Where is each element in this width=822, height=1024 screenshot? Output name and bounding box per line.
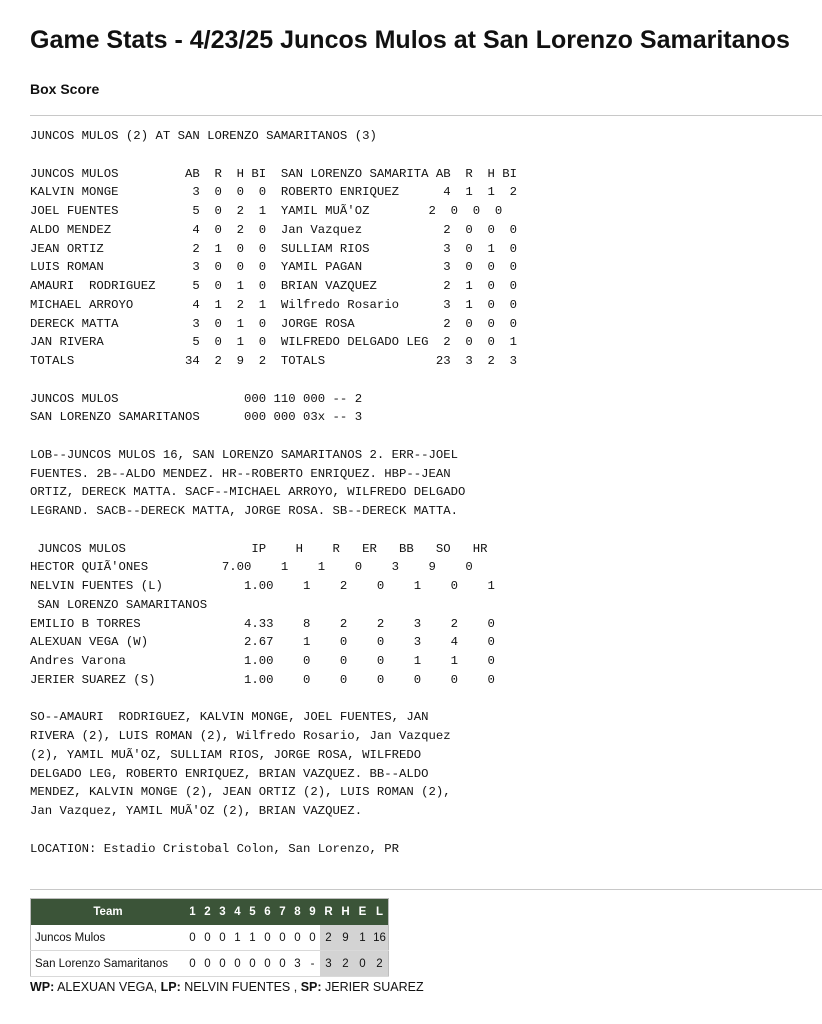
box-score-line: FUENTES. 2B--ALDO MENDEZ. HR--ROBERTO ENRIQUEZ. HBP--JEAN (30, 466, 451, 481)
box-score-line: MENDEZ, KALVIN MONGE (2), JEAN ORTIZ (2), LUIS ROMAN (2), (30, 785, 451, 800)
linescore-total-cell: 2 (371, 951, 389, 977)
box-score-line: JEAN ORTIZ 2 1 0 0 SULLIAM RIOS 3 0 1 0 (30, 241, 518, 256)
linescore-header-row (31, 899, 389, 926)
box-score-line: JUNCOS MULOS (2) AT SAN LORENZO SAMARITANOS (3) (30, 129, 377, 143)
box-score-line: SAN LORENZO SAMARITANOS (30, 597, 208, 612)
linescore-header-cell: L (371, 899, 389, 926)
box-score-line: MICHAEL ARROYO 4 1 2 1 Wilfredo Rosario 3 1 0 0 (30, 297, 518, 312)
linescore-inning-cell: 0 (215, 925, 230, 951)
linescore-inning-cell: 0 (275, 925, 290, 951)
linescore-header-cell: 7 (275, 899, 290, 926)
linescore-header-cell: E (354, 899, 371, 926)
linescore-inning-cell: 0 (200, 951, 215, 977)
linescore-header-cell: 1 (185, 899, 200, 926)
linescore-header-cell: 5 (245, 899, 260, 926)
page-title: Game Stats - 4/23/25 Juncos Mulos at San Lorenzo Samaritanos (30, 26, 790, 54)
linescore-inning-cell: 0 (275, 951, 290, 977)
top-divider (30, 115, 822, 116)
linescore-header-cell: 4 (230, 899, 245, 926)
box-score-line: Andres Varona 1.00 0 0 0 1 1 0 (30, 654, 495, 668)
box-score-line: SAN LORENZO SAMARITANOS 000 000 03x -- 3 (30, 410, 363, 425)
pitcher-decisions (30, 980, 424, 994)
box-score-line: LUIS ROMAN 3 0 0 0 YAMIL PAGAN 3 0 0 0 (30, 260, 518, 275)
linescore-inning-cell: 0 (230, 951, 245, 977)
box-score-line: Jan Vazquez, YAMIL MUÃ'OZ (2), BRIAN VAZQUEZ. (30, 804, 363, 818)
box-score-line: SO--AMAURI RODRIGUEZ, KALVIN MONGE, JOEL FUENTES, JAN (30, 710, 429, 725)
linescore-inning-cell: 3 (290, 951, 305, 977)
box-score-line: JOEL FUENTES 5 0 2 1 YAMIL MUÃ'OZ 2 0 0 0 (30, 204, 503, 218)
box-score-line: RIVERA (2), LUIS ROMAN (2), Wilfredo Rosario, Jan Vazquez (30, 729, 451, 743)
box-score-line: TOTALS 34 2 9 2 TOTALS 23 3 2 3 (30, 354, 518, 368)
linescore-team-name: San Lorenzo Samaritanos (31, 951, 186, 977)
box-score-line: DERECK MATTA 3 0 1 0 JORGE ROSA 2 0 0 0 (30, 316, 518, 331)
box-score-line: JUNCOS MULOS 000 110 000 -- 2 (30, 391, 363, 406)
linescore-team-name: Juncos Mulos (31, 925, 186, 951)
box-score-line: LOCATION: Estadio Cristobal Colon, San Lorenzo, PR (30, 841, 399, 856)
linescore-total-cell: 3 (320, 951, 337, 977)
linescore-inning-cell: 0 (215, 951, 230, 977)
box-score-line: JERIER SUAREZ (S) 1.00 0 0 0 0 0 0 (30, 672, 495, 687)
linescore-inning-cell: - (305, 951, 320, 977)
linescore-inning-cell: 1 (245, 925, 260, 951)
linescore-header-cell: 3 (215, 899, 230, 926)
linescore-total-cell: 9 (337, 925, 354, 951)
linescore-header-cell: 9 (305, 899, 320, 926)
box-score-line: JUNCOS MULOS AB R H BI SAN LORENZO SAMARITA AB R H BI (30, 166, 518, 181)
box-score-line: ORTIZ, DERECK MATTA. SACF--MICHAEL ARROYO, WILFREDO DELGADO (30, 485, 466, 500)
linescore-header-cell: R (320, 899, 337, 926)
linescore-inning-cell: 0 (185, 951, 200, 977)
linescore-inning-cell: 0 (185, 925, 200, 951)
linescore-total-cell: 2 (320, 925, 337, 951)
linescore-header-cell: 6 (260, 899, 275, 926)
linescore-table (30, 898, 389, 977)
lp-value: NELVIN FUENTES , (180, 980, 301, 994)
linescore-inning-cell: 0 (305, 925, 320, 951)
box-score-heading: Box Score (30, 81, 100, 97)
sp-label: SP: (300, 980, 322, 994)
linescore-header-cell: 2 (200, 899, 215, 926)
box-score-line: ALEXUAN VEGA (W) 2.67 1 0 0 3 4 0 (30, 635, 495, 650)
linescore-header-cell: Team (31, 899, 186, 926)
lp-label: LP: (160, 980, 181, 994)
box-score-line: DELGADO LEG, ROBERTO ENRIQUEZ, BRIAN VAZQUEZ. BB--ALDO (30, 766, 429, 781)
sp-value: JERIER SUAREZ (321, 980, 424, 994)
linescore-total-cell: 16 (371, 925, 389, 951)
wp-label: WP: (30, 980, 55, 994)
box-score-line: ALDO MENDEZ 4 0 2 0 Jan Vazquez 2 0 0 0 (30, 222, 518, 237)
linescore-inning-cell: 0 (200, 925, 215, 951)
box-score-line: EMILIO B TORRES 4.33 8 2 2 3 2 0 (30, 616, 495, 631)
box-score-line: KALVIN MONGE 3 0 0 0 ROBERTO ENRIQUEZ 4 1 1 2 (30, 185, 518, 200)
linescore-inning-cell: 0 (260, 925, 275, 951)
box-score-line: NELVIN FUENTES (L) 1.00 1 2 0 1 0 1 (30, 579, 495, 593)
box-score-text (30, 127, 517, 858)
linescore-row (31, 951, 389, 977)
linescore-total-cell: 1 (354, 925, 371, 951)
linescore-inning-cell: 0 (245, 951, 260, 977)
box-score-line: (2), YAMIL MUÃ'OZ, SULLIAM RIOS, JORGE ROSA, WILFREDO (30, 747, 422, 762)
linescore-row (31, 925, 389, 951)
linescore-total-cell: 2 (337, 951, 354, 977)
box-score-line: AMAURI RODRIGUEZ 5 0 1 0 BRIAN VAZQUEZ 2 1 0 0 (30, 279, 518, 293)
linescore-inning-cell: 0 (260, 951, 275, 977)
linescore-inning-cell: 1 (230, 925, 245, 951)
linescore-header-cell: 8 (290, 899, 305, 926)
box-score-line: JAN RIVERA 5 0 1 0 WILFREDO DELGADO LEG 2 0 0 1 (30, 335, 518, 350)
linescore-inning-cell: 0 (290, 925, 305, 951)
bottom-divider (30, 889, 822, 890)
wp-value: ALEXUAN VEGA, (54, 980, 161, 994)
box-score-line: LOB--JUNCOS MULOS 16, SAN LORENZO SAMARITANOS 2. ERR--JOEL (30, 447, 459, 462)
linescore-header-cell: H (337, 899, 354, 926)
box-score-line: JUNCOS MULOS IP H R ER BB SO HR (30, 541, 488, 556)
box-score-line: HECTOR QUIÃ'ONES 7.00 1 1 0 3 9 0 (30, 560, 473, 575)
linescore-total-cell: 0 (354, 951, 371, 977)
box-score-line: LEGRAND. SACB--DERECK MATTA, JORGE ROSA. SB--DERECK MATTA. (30, 504, 459, 518)
